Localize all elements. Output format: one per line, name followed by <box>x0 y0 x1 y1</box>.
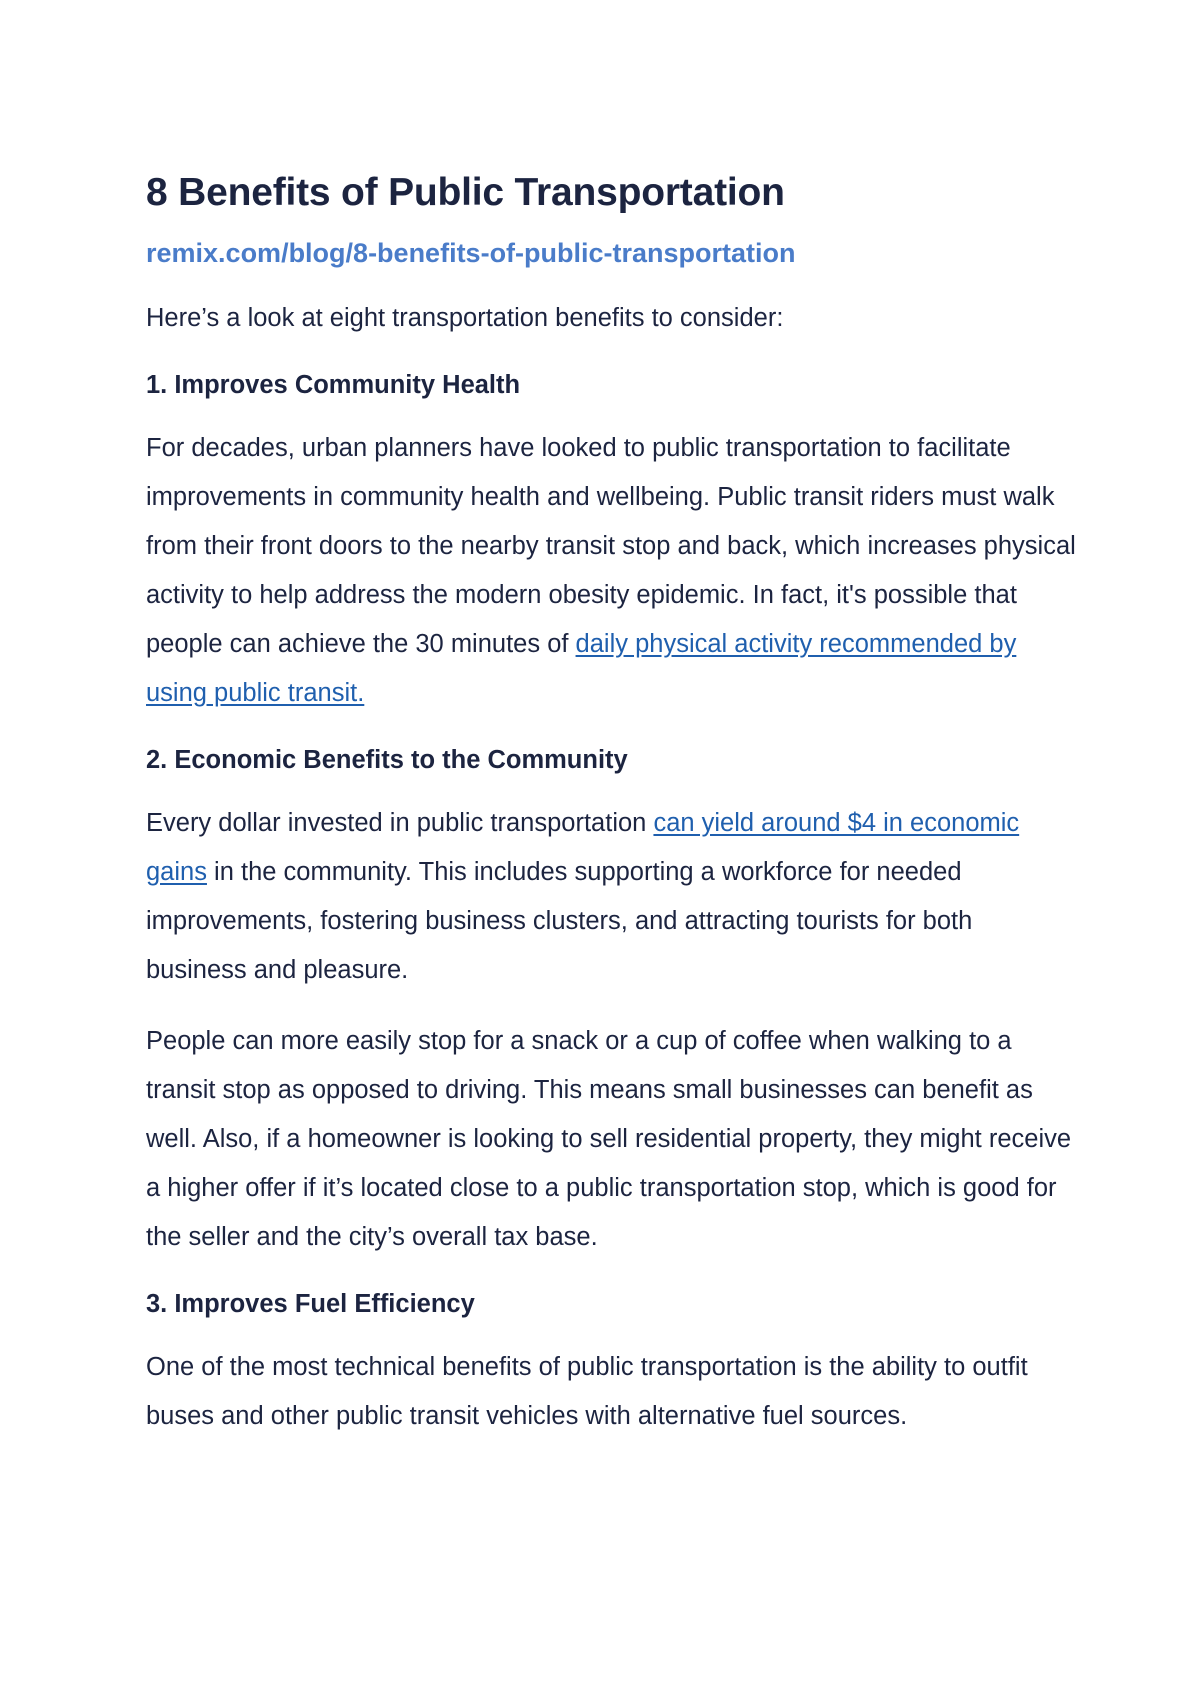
section-community-health-paragraph <box>146 424 1076 718</box>
intro-paragraph: Here’s a look at eight transportation benefits to consider: <box>146 304 784 332</box>
section-heading-fuel-efficiency: 3. Improves Fuel Efficiency <box>146 1290 475 1318</box>
section-economic-paragraph-1 <box>146 799 1076 995</box>
paragraph-text: Every dollar invested in public transportation <box>146 809 654 837</box>
section-fuel-efficiency-paragraph: One of the most technical benefits of public transportation is the ability to outfit buses and other public transit vehicles with alternative fuel sources. <box>146 1353 1028 1430</box>
section-heading-economic-benefits: 2. Economic Benefits to the Community <box>146 746 628 774</box>
document-page <box>146 160 1076 1441</box>
paragraph-text: in the community. This includes supporting a workforce for needed improvements, fostering business clusters, and attracting tourists for both business and pleasure. <box>146 858 973 984</box>
physical-activity-link[interactable]: daily physical activity recommended by using public transit. <box>146 630 1017 707</box>
source-link[interactable]: remix.com/blog/8-benefits-of-public-transportation <box>146 238 796 268</box>
section-economic-paragraph-2: People can more easily stop for a snack or a cup of coffee when walking to a transit stop as opposed to driving. This means small businesses can benefit as well. Also, if a homeowner is looking to sell residential property, they might receive a higher offer if it’s located close to a public transportation stop, which is good for the seller and the city’s overall tax base. <box>146 1027 1072 1251</box>
paragraph-text: For decades, urban planners have looked to public transportation to facilitate improvements in community health and wellbeing. Public transit riders must walk from their front doors to the nearby transit stop and back, which increases physical activity to help address the modern obesity epidemic. In fact, it's possible that people can achieve the 30 minutes of <box>146 434 1076 658</box>
page-title: 8 Benefits of Public Transportation <box>146 171 785 214</box>
economic-gains-link[interactable]: can yield around $4 in economic gains <box>146 809 1020 886</box>
section-heading-community-health: 1. Improves Community Health <box>146 371 521 399</box>
